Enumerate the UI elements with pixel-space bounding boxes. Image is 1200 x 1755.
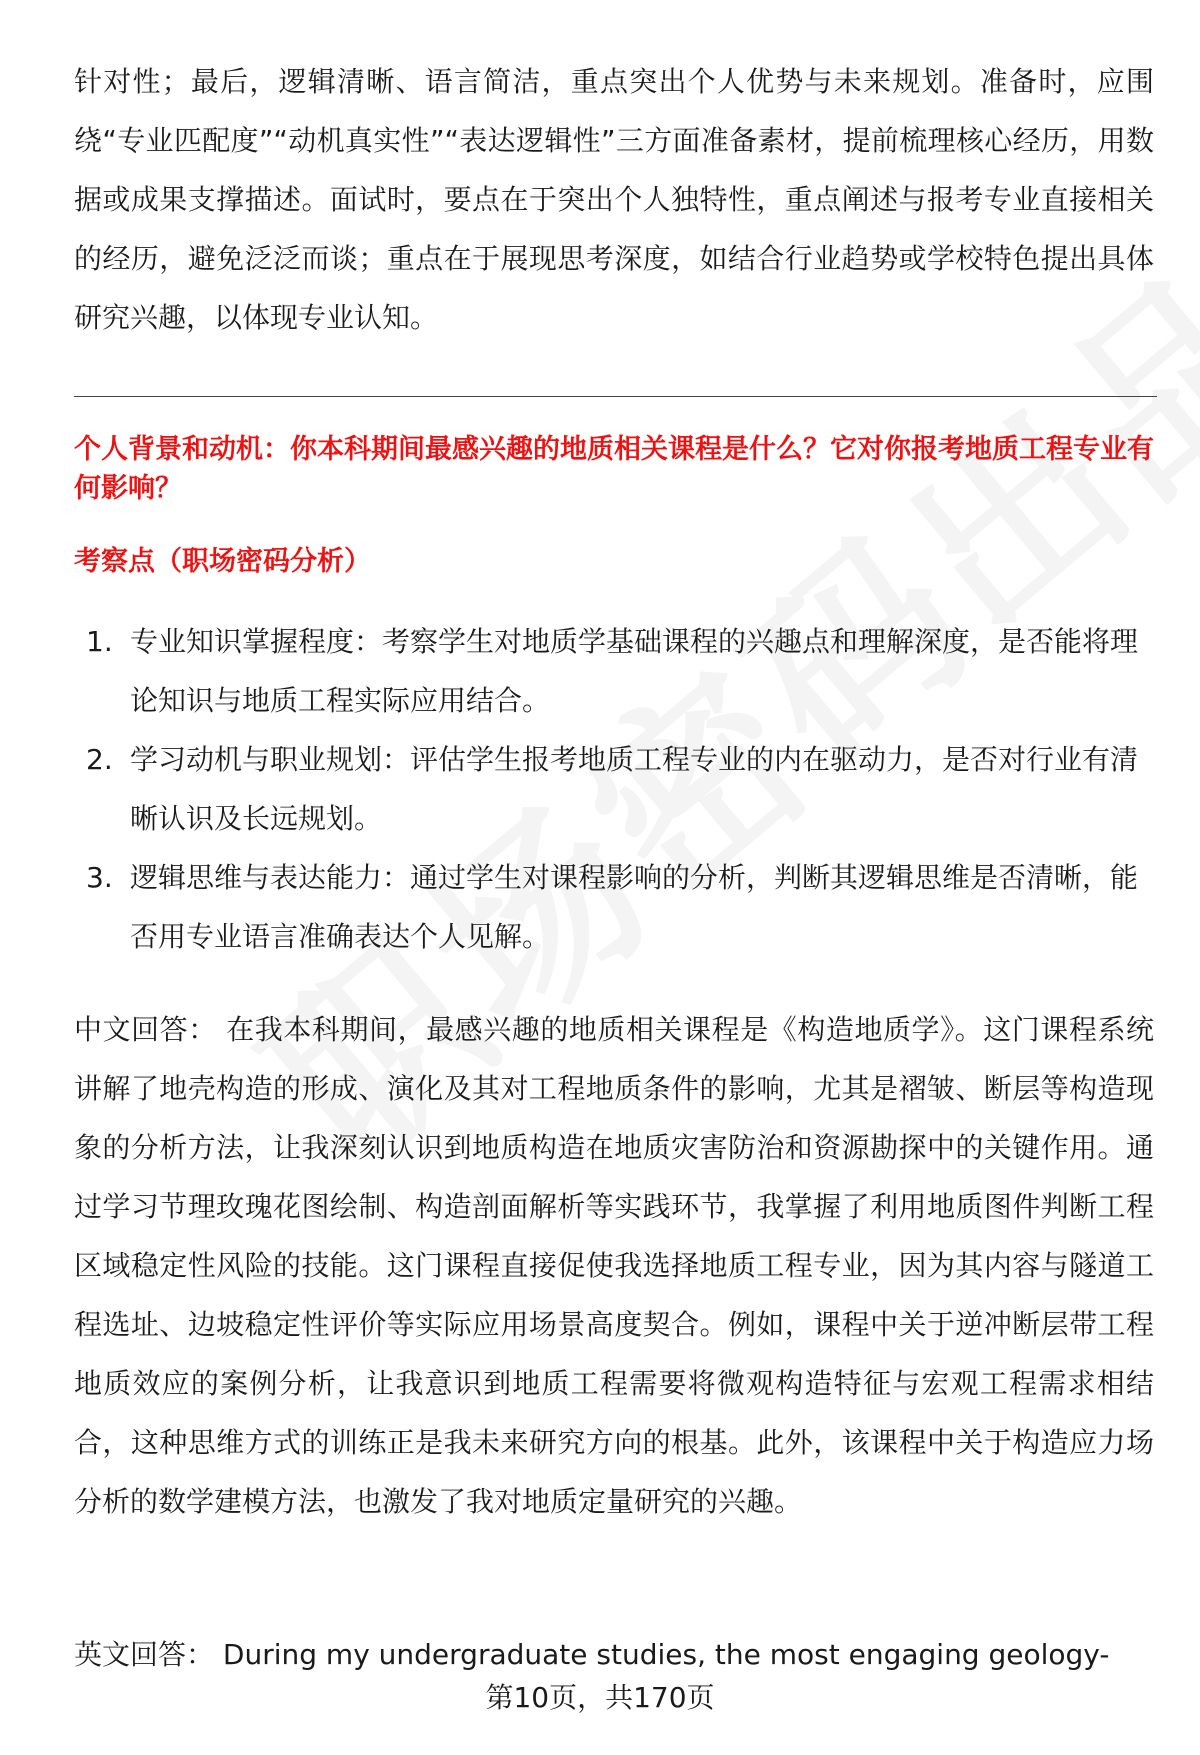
list-item-number: 2. (86, 743, 113, 776)
chinese-answer: 中文回答： 在我本科期间，最感兴趣的地质相关课程是《构造地质学》。这门课程系统讲解了地壳构造的形成、演化及其对工程地质条件的影响，尤其是褶皱、断层等构造现象的分析方法，让我深刻认识到地质构造在地质灾害防治和资源勘探中的关键作用。通过学习节理玫瑰花图绘制、构造剖面解析等实践环节，我掌握了利用地质图件判断工程区域稳定性风险的技能。这门课程直接促使我选择地质工程专业，因为其内容与隧道工程选址、边坡稳定性评价等实际应用场景高度契合。例如，课程中关于逆冲断层带工程地质效应的案例分析，让我意识到地质工程需要将微观构造特征与宏观工程需求相结合，这种思维方式的训练正是我未来研究方向的根基。此外，该课程中关于构造应力场分析的数学建模方法，也激发了我对地质定量研究的兴趣。 (74, 1013, 1154, 1518)
list-item (74, 848, 1159, 966)
assessment-heading: 考察点（职场密码分析） (74, 546, 371, 577)
list-item-number: 3. (86, 861, 113, 894)
list-item-text: 学习动机与职业规划：评估学生报考地质工程专业的内在驱动力，是否对行业有清晰认识及长远规划。 (130, 743, 1139, 835)
page-number-footer: 第10页，共170页 (485, 1681, 715, 1714)
list-item-number: 1. (86, 625, 113, 658)
section-divider (74, 396, 1157, 397)
list-item-text: 逻辑思维与表达能力：通过学生对课程影响的分析，判断其逻辑思维是否清晰，能否用专业语言准确表达个人见解。 (130, 861, 1139, 953)
assessment-list (74, 612, 1159, 966)
question-heading: 个人背景和动机：你本科期间最感兴趣的地质相关课程是什么？它对你报考地质工程专业有何影响？ (74, 434, 1154, 504)
english-answer: 英文回答： During my undergraduate studies, the most engaging geology- (74, 1638, 1110, 1671)
list-item (74, 730, 1159, 848)
list-item-text: 专业知识掌握程度：考察学生对地质学基础课程的兴趣点和理解深度，是否能将理论知识与地质工程实际应用结合。 (130, 625, 1139, 717)
intro-paragraph: 针对性；最后，逻辑清晰、语言简洁，重点突出个人优势与未来规划。准备时，应围绕“专业匹配度”“动机真实性”“表达逻辑性”三方面准备素材，提前梳理核心经历，用数据或成果支撑描述。面试时，要点在于突出个人独特性，重点阐述与报考专业直接相关的经历，避免泛泛而谈；重点在于展现思考深度，如结合行业趋势或学校特色提出具体研究兴趣，以体现专业认知。 (74, 65, 1154, 334)
list-item (74, 612, 1159, 730)
